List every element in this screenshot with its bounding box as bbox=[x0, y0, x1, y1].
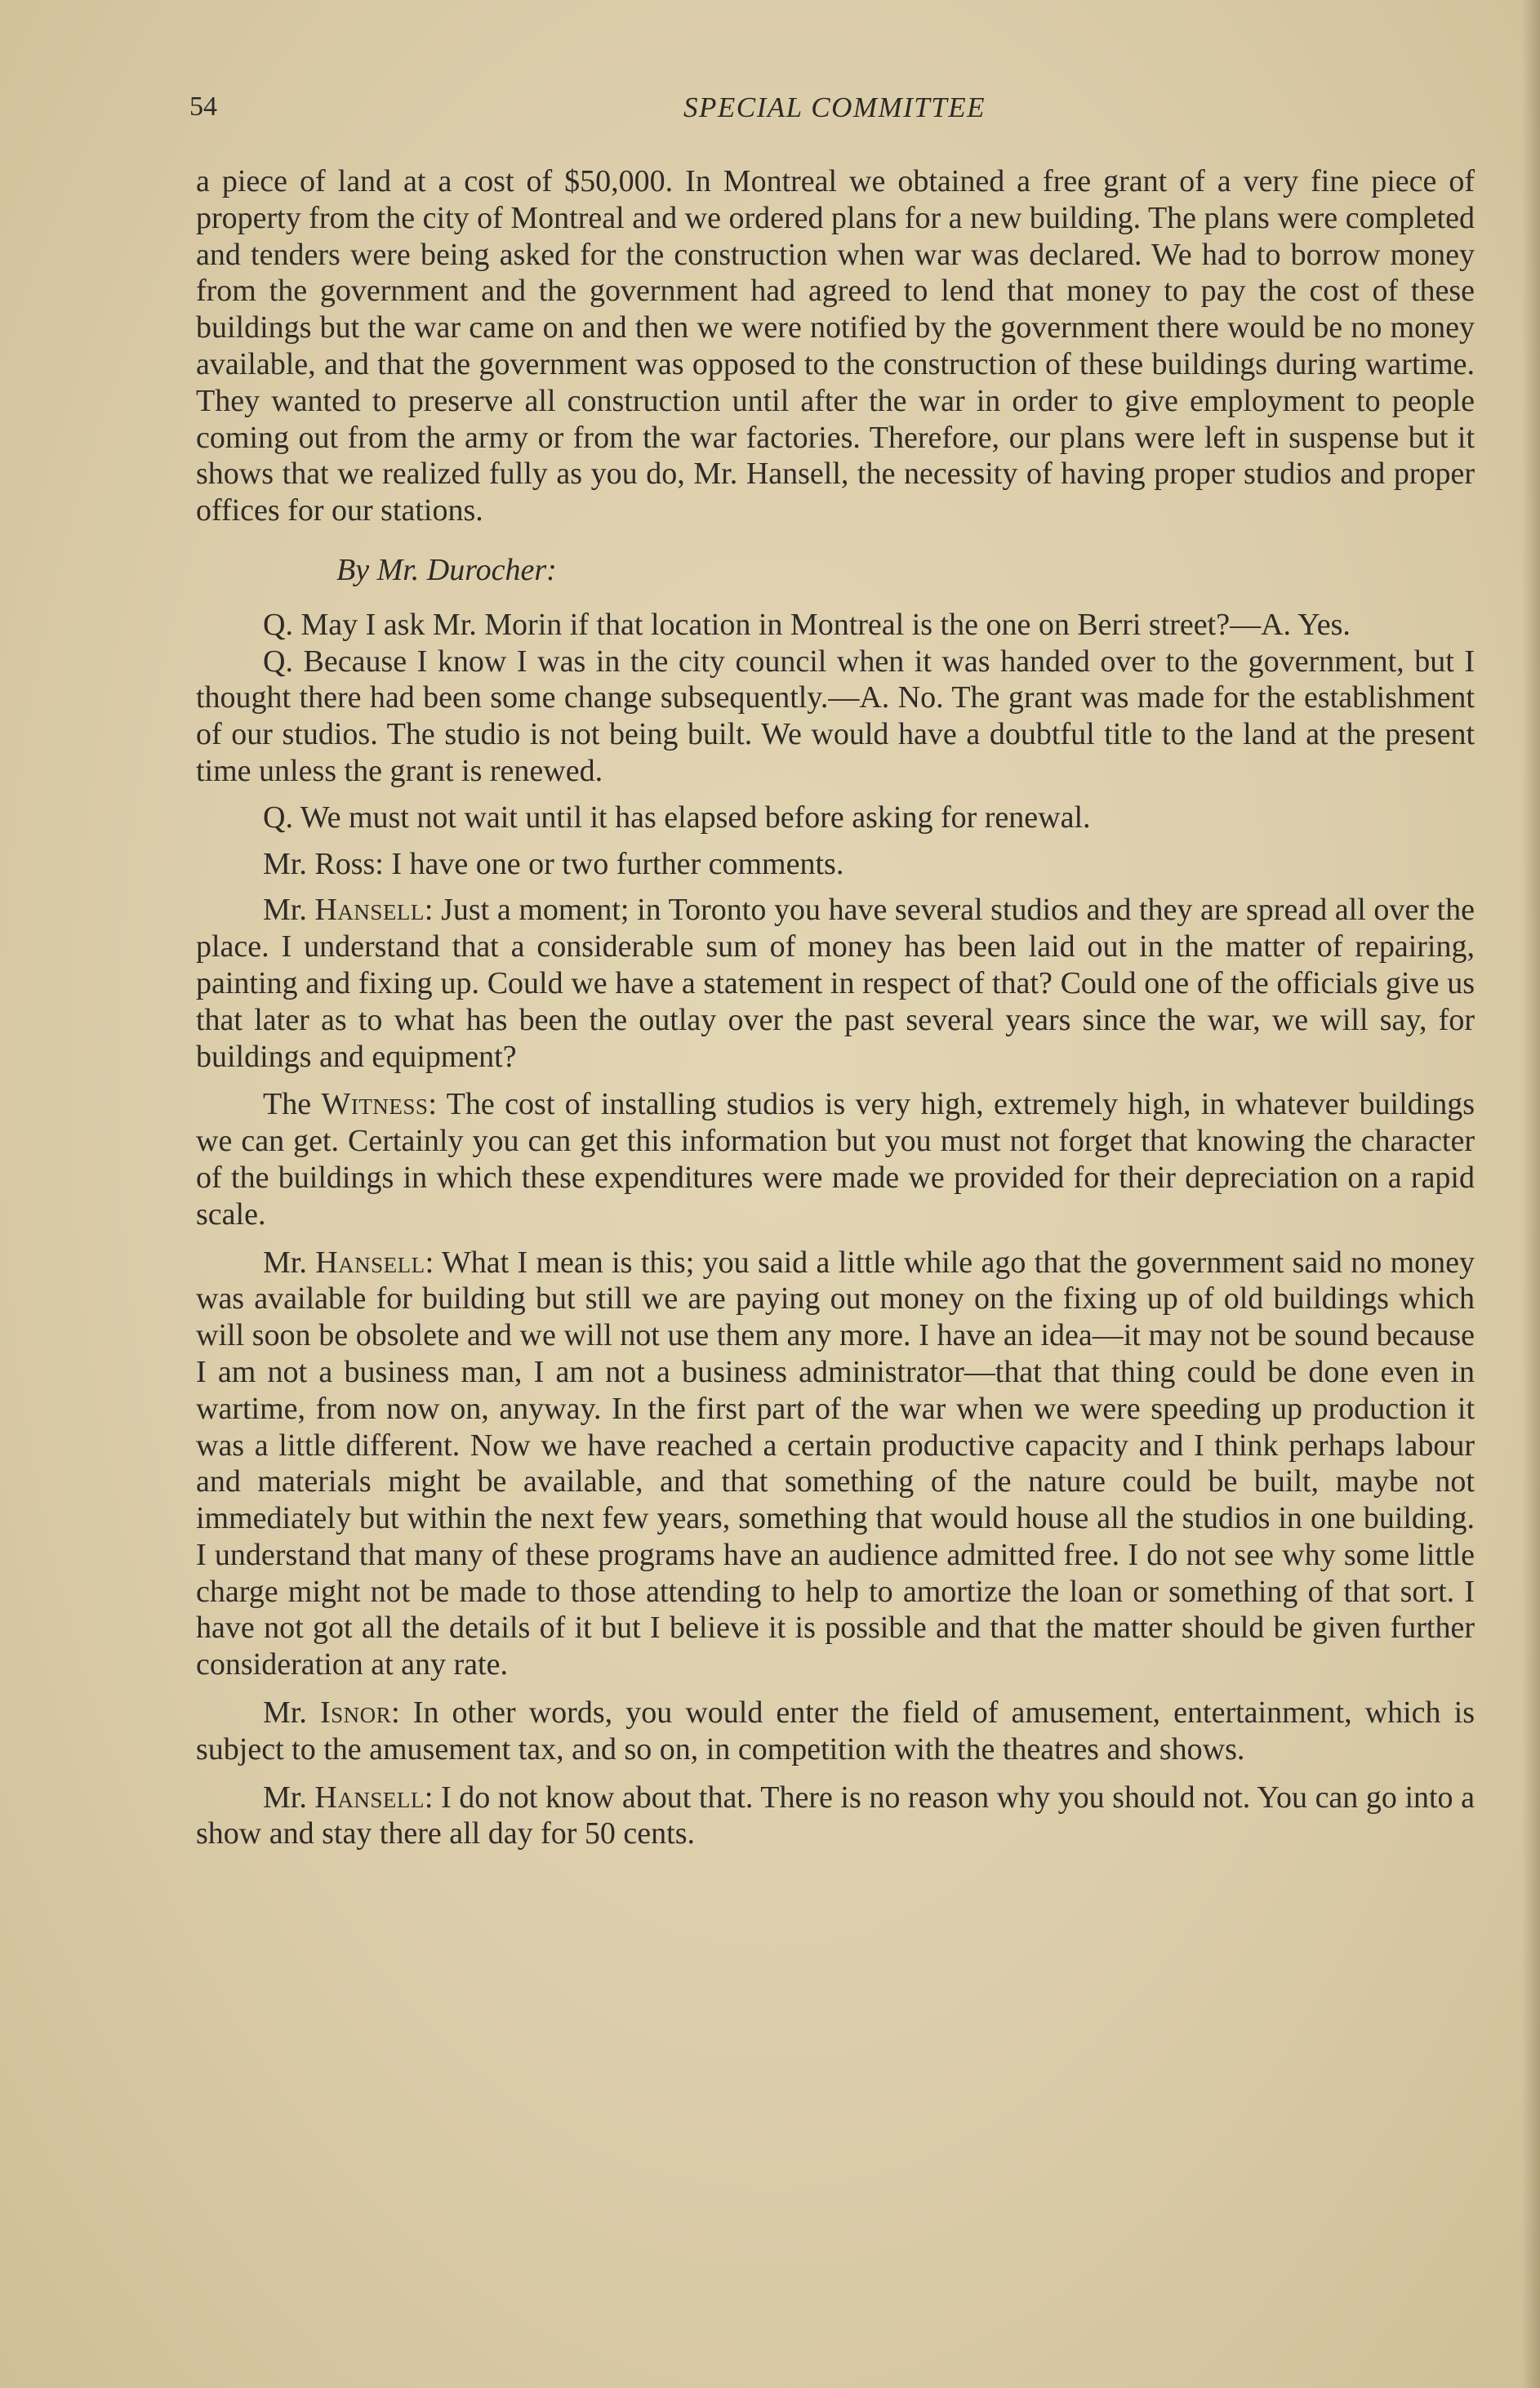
running-head: SPECIAL COMMITTEE bbox=[683, 91, 986, 123]
speaker-paragraph bbox=[196, 1780, 1475, 1853]
page-edge-shadow bbox=[1522, 0, 1540, 2388]
speaker-paragraph bbox=[196, 1086, 1475, 1232]
speech-text: : I do not know about that. There is no reason why you should not. You can go into a show and stay there all day for 50 cents. bbox=[196, 1780, 1475, 1851]
speaker-paragraph bbox=[196, 1245, 1475, 1684]
speech-text: : Just a moment; in Toronto you have several studios and they are spread all over the place. I understand that a considerable sum of money has been laid out in the matter of repairing, painting and fixing up. Could we have a statement in respect of that? Could one of the officials give us that later as to what has been the outlay over the past several years since the war, we will say, for buildings and equipment? bbox=[196, 893, 1475, 1074]
speaker-prefix: Mr. bbox=[263, 893, 315, 928]
speech-text: : The cost of installing studios is very high, extremely high, in whatever buildings we can get. Certainly you can get this information but you must not forget that knowing the character of the buildings in which these expenditures were made we provided for their depreciation on a rapid scale. bbox=[196, 1087, 1475, 1232]
speaker-name: Hansell bbox=[314, 893, 425, 928]
page-number: 54 bbox=[189, 91, 217, 122]
speaker-prefix: Mr. bbox=[263, 1695, 320, 1731]
speaker-name: Hansell bbox=[314, 1780, 425, 1815]
speaker-prefix: The bbox=[263, 1087, 322, 1122]
speaker-name: Witness bbox=[321, 1087, 429, 1122]
speaker-prefix: Mr. bbox=[263, 1245, 316, 1280]
speech-text: : In other words, you would enter the field of amusement, entertainment, which is subject to the amusement tax, and so on, in competition with the theatres and shows. bbox=[196, 1695, 1475, 1766]
body-text bbox=[196, 163, 1475, 1852]
question-paragraph: Q. Because I know I was in the city council when it was handed over to the government, but I thought there had been some change subsequently.—A. No. The grant was made for the establishment of our studios. The studio is not being built. We would have a doubtful title to the land at the present time unless the grant is renewed. bbox=[196, 644, 1475, 788]
page-header bbox=[189, 91, 1480, 140]
speaker-paragraph bbox=[196, 892, 1475, 1075]
speaker-prefix: Mr. bbox=[263, 1780, 315, 1815]
speaker-paragraph: Mr. Ross: I have one or two further comments. bbox=[263, 846, 844, 881]
paragraph-continued: a piece of land at a cost of $50,000. In Montreal we obtained a free grant of a very fine piece of property from the city of Montreal and we ordered plans for a new building. The plans were completed and tenders were being asked for the construction when war was declared. We had to borrow money from the government and the government had agreed to lend that money to pay the cost of these buildings but the war came on and then we were notified by the government there would be no money available, and that the government was opposed to the construction of these buildings during wartime. They wanted to preserve all construction until after the war in order to give employment to people coming out from the army or from the war factories. Therefore, our plans were left in suspense but it shows that we realized fully as you do, Mr. Hansell, the necessity of having proper studios and proper offices for our stations. bbox=[196, 164, 1475, 528]
speaker-name: Isnor bbox=[319, 1695, 392, 1731]
question-paragraph: Q. May I ask Mr. Morin if that location in Montreal is the one on Berri street?—A. Yes. bbox=[263, 607, 1351, 642]
question-paragraph: Q. We must not wait until it has elapsed before asking for renewal. bbox=[263, 800, 1091, 835]
speaker-paragraph bbox=[196, 1695, 1475, 1768]
speech-text: : What I mean is this; you said a little while ago that the government said no money was available for building but still we are paying out money on the fixing up of old buildings which will soon be obsolete and we will not use them any more. I have an idea—it may not be sound because I am not a business man, I am not a business administrator—that that thing could be done even in wartime, from now on, anyway. In the first part of the war when we were speeding up production it was a little different. Now we have reached a certain productive capacity and I think perhaps labour and materials might be available, and that something of the nature could be built, maybe not immediately but within the next few years, something that would house all the studios in one building. I understand that many of these programs have an audience admitted free. I do not see why some little charge might not be made to those attending to help to amortize the loan or something of that sort. I have not got all the details of it but I believe it is possible and that the matter should be given further consideration at any rate. bbox=[196, 1245, 1475, 1682]
examiner-byline: By Mr. Durocher: bbox=[336, 552, 557, 587]
speaker-name: Hansell bbox=[315, 1245, 425, 1280]
